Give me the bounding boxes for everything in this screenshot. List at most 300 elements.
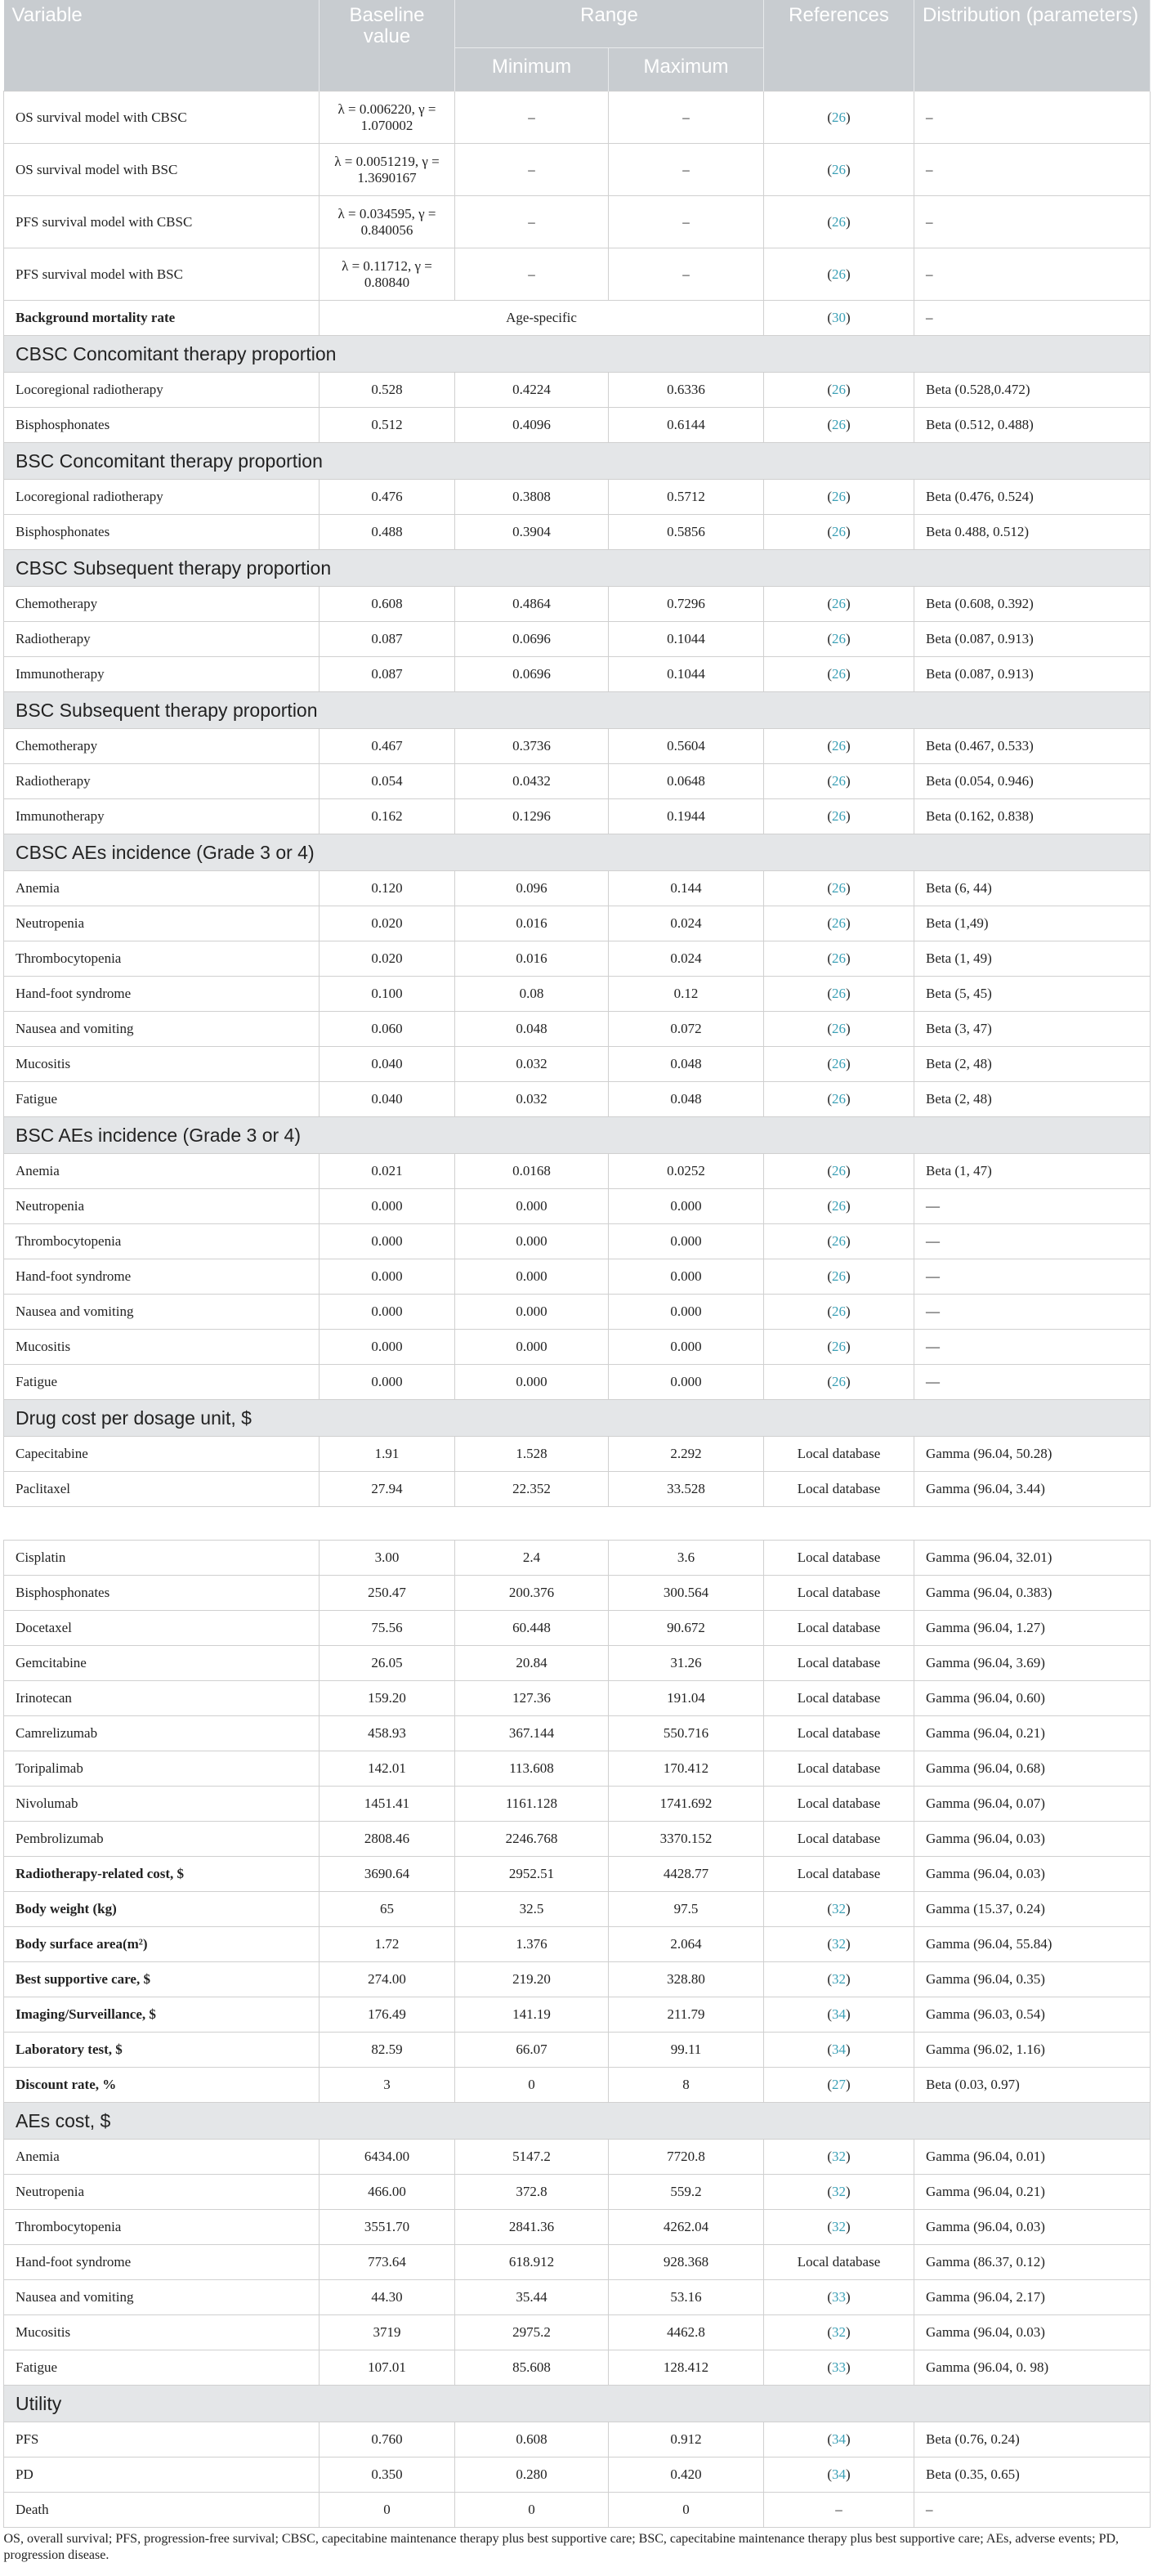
reference-link[interactable]: 30 xyxy=(832,310,847,325)
distribution-cell: Gamma (96.04, 0.03) xyxy=(914,1857,1151,1892)
distribution-cell: Beta (0.35, 0.65) xyxy=(914,2457,1151,2493)
variable-cell: Body surface area(m²) xyxy=(4,1927,320,1962)
table-row xyxy=(4,1892,1151,1927)
parameter-table xyxy=(3,0,1151,2567)
distribution-cell: Gamma (96.04, 3.69) xyxy=(914,1646,1151,1681)
section-header-row xyxy=(4,1400,1151,1437)
distribution-cell: Beta (5, 45) xyxy=(914,977,1151,1012)
maximum-cell: 3370.152 xyxy=(609,1822,764,1857)
distribution-cell: Gamma (96.04, 0.35) xyxy=(914,1962,1151,1997)
table-row xyxy=(4,1154,1151,1189)
minimum-cell: 35.44 xyxy=(455,2280,609,2315)
reference-text: Local database xyxy=(797,1620,881,1635)
minimum-cell: 367.144 xyxy=(455,1716,609,1751)
variable-cell: Gemcitabine xyxy=(4,1646,320,1681)
distribution-cell: – xyxy=(914,2493,1151,2528)
reference-cell xyxy=(764,1541,914,1576)
reference-link[interactable]: 26 xyxy=(832,266,847,282)
reference-link[interactable]: 32 xyxy=(832,1901,847,1916)
reference-link[interactable]: 34 xyxy=(832,2042,847,2057)
reference-cell: (34) xyxy=(764,2457,914,2493)
maximum-cell: 328.80 xyxy=(609,1962,764,1997)
distribution-cell: Gamma (96.02, 1.16) xyxy=(914,2033,1151,2068)
minimum-cell: 127.36 xyxy=(455,1681,609,1716)
minimum-cell: 0.608 xyxy=(455,2422,609,2457)
variable-cell: Chemotherapy xyxy=(4,729,320,764)
table-row xyxy=(4,1997,1151,2033)
reference-link[interactable]: 32 xyxy=(832,2324,847,2340)
baseline-cell: 0.488 xyxy=(320,515,455,550)
maximum-cell: 1741.692 xyxy=(609,1787,764,1822)
minimum-cell: 0.032 xyxy=(455,1047,609,1082)
reference-cell: (26) xyxy=(764,1082,914,1117)
reference-text: Local database xyxy=(797,1725,881,1741)
maximum-cell: 0.000 xyxy=(609,1330,764,1365)
distribution-cell: Gamma (15.37, 0.24) xyxy=(914,1892,1151,1927)
table-row xyxy=(4,799,1151,834)
distribution-cell: Gamma (96.04, 0.68) xyxy=(914,1751,1151,1787)
reference-cell: (33) xyxy=(764,2280,914,2315)
baseline-cell: 0.760 xyxy=(320,2422,455,2457)
table-row xyxy=(4,1751,1151,1787)
maximum-cell: – xyxy=(609,144,764,196)
baseline-cell: 0.000 xyxy=(320,1224,455,1259)
reference-cell xyxy=(764,1857,914,1892)
distribution-cell: Gamma (96.04, 3.44) xyxy=(914,1472,1151,1507)
maximum-cell: 2.292 xyxy=(609,1437,764,1472)
reference-link[interactable]: 32 xyxy=(832,1936,847,1952)
maximum-cell: 0.000 xyxy=(609,1365,764,1400)
distribution-cell: Beta (0.467, 0.533) xyxy=(914,729,1151,764)
header-references: References xyxy=(764,0,914,92)
reference-link[interactable]: 26 xyxy=(832,773,847,789)
maximum-cell: 2.064 xyxy=(609,1927,764,1962)
maximum-cell: 0.5856 xyxy=(609,515,764,550)
distribution-cell: Gamma (96.04, 2.17) xyxy=(914,2280,1151,2315)
table-row xyxy=(4,1681,1151,1716)
table-row xyxy=(4,2033,1151,2068)
maximum-cell: 0.912 xyxy=(609,2422,764,2457)
distribution-cell: Gamma (96.04, 0.383) xyxy=(914,1576,1151,1611)
parameter-table-container xyxy=(3,0,1150,2567)
variable-cell: Death xyxy=(4,2493,320,2528)
reference-link[interactable]: 26 xyxy=(832,738,847,754)
variable-cell: Camrelizumab xyxy=(4,1716,320,1751)
variable-cell: Radiotherapy xyxy=(4,622,320,657)
minimum-cell: – xyxy=(455,196,609,248)
variable-cell: Nausea and vomiting xyxy=(4,1012,320,1047)
distribution-cell: — xyxy=(914,1259,1151,1295)
variable-cell: Best supportive care, $ xyxy=(4,1962,320,1997)
footnote-row xyxy=(4,2528,1151,2568)
reference-cell: (26) xyxy=(764,764,914,799)
table-row xyxy=(4,480,1151,515)
distribution-cell: – xyxy=(914,301,1151,336)
table-row xyxy=(4,2422,1151,2457)
minimum-cell: 2246.768 xyxy=(455,1822,609,1857)
variable-cell: Immunotherapy xyxy=(4,657,320,692)
baseline-cell: 82.59 xyxy=(320,2033,455,2068)
distribution-cell: — xyxy=(914,1189,1151,1224)
reference-cell xyxy=(764,1611,914,1646)
reference-text: Local database xyxy=(797,1760,881,1776)
variable-cell: Bisphosphonates xyxy=(4,515,320,550)
maximum-cell: 928.368 xyxy=(609,2245,764,2280)
reference-cell: (34) xyxy=(764,2422,914,2457)
section-header-row xyxy=(4,834,1151,871)
reference-link[interactable]: 33 xyxy=(832,2359,847,2375)
table-row xyxy=(4,1822,1151,1857)
section-label: Utility xyxy=(4,2386,1151,2422)
distribution-cell: Beta (6, 44) xyxy=(914,871,1151,906)
reference-cell: (32) xyxy=(764,1962,914,1997)
reference-cell: (26) xyxy=(764,1259,914,1295)
minimum-cell: – xyxy=(455,144,609,196)
reference-cell: (26) xyxy=(764,1295,914,1330)
reference-cell xyxy=(764,1646,914,1681)
table-row xyxy=(4,248,1151,301)
reference-cell: (26) xyxy=(764,1330,914,1365)
minimum-cell: 0.4224 xyxy=(455,373,609,408)
reference-cell: (34) xyxy=(764,1997,914,2033)
reference-cell: (26) xyxy=(764,1189,914,1224)
baseline-cell: 0.020 xyxy=(320,906,455,941)
minimum-cell: 0.3808 xyxy=(455,480,609,515)
minimum-cell: 219.20 xyxy=(455,1962,609,1997)
variable-cell: OS survival model with CBSC xyxy=(4,92,320,144)
reference-link[interactable]: 27 xyxy=(832,2077,847,2092)
baseline-cell: 3719 xyxy=(320,2315,455,2350)
table-row xyxy=(4,1012,1151,1047)
baseline-cell: 0.020 xyxy=(320,941,455,977)
variable-cell: PFS survival model with BSC xyxy=(4,248,320,301)
variable-cell: Pembrolizumab xyxy=(4,1822,320,1857)
maximum-cell: 0.7296 xyxy=(609,587,764,622)
reference-cell: (32) xyxy=(764,2175,914,2210)
variable-cell: Neutropenia xyxy=(4,2175,320,2210)
reference-link[interactable]: 26 xyxy=(832,808,847,824)
variable-cell: Laboratory test, $ xyxy=(4,2033,320,2068)
reference-cell: (26) xyxy=(764,515,914,550)
table-row xyxy=(4,2175,1151,2210)
distribution-cell: Beta 0.488, 0.512) xyxy=(914,515,1151,550)
baseline-cell: 2808.46 xyxy=(320,1822,455,1857)
baseline-cell: 0.512 xyxy=(320,408,455,443)
distribution-cell: Beta (1, 49) xyxy=(914,941,1151,977)
reference-link[interactable]: 26 xyxy=(832,417,847,432)
distribution-cell: Gamma (96.04, 0.03) xyxy=(914,2210,1151,2245)
variable-cell: Radiotherapy xyxy=(4,764,320,799)
minimum-cell: 0.000 xyxy=(455,1259,609,1295)
reference-link[interactable]: 26 xyxy=(832,489,847,504)
minimum-cell: 0.3904 xyxy=(455,515,609,550)
table-row xyxy=(4,515,1151,550)
reference-cell: (26) xyxy=(764,248,914,301)
variable-cell: PFS survival model with CBSC xyxy=(4,196,320,248)
reference-link[interactable]: 26 xyxy=(832,1268,847,1284)
reference-link[interactable]: 34 xyxy=(832,2431,847,2447)
variable-cell: Neutropenia xyxy=(4,1189,320,1224)
reference-link[interactable]: 26 xyxy=(832,666,847,682)
minimum-cell: 0.1296 xyxy=(455,799,609,834)
maximum-cell: 0.000 xyxy=(609,1189,764,1224)
baseline-cell: 0.087 xyxy=(320,622,455,657)
maximum-cell: 97.5 xyxy=(609,1892,764,1927)
minimum-cell: 0.032 xyxy=(455,1082,609,1117)
table-row xyxy=(4,657,1151,692)
section-label: Drug cost per dosage unit, $ xyxy=(4,1400,1151,1437)
reference-link[interactable]: 26 xyxy=(832,1233,847,1249)
maximum-cell: 8 xyxy=(609,2068,764,2103)
table-row xyxy=(4,301,1151,336)
variable-cell: Fatigue xyxy=(4,1365,320,1400)
distribution-cell: Gamma (96.04, 0.03) xyxy=(914,2315,1151,2350)
variable-cell: Fatigue xyxy=(4,1082,320,1117)
distribution-cell: — xyxy=(914,1330,1151,1365)
variable-cell: Mucositis xyxy=(4,1330,320,1365)
reference-link[interactable]: 26 xyxy=(832,1304,847,1319)
table-row xyxy=(4,2315,1151,2350)
reference-link[interactable]: 26 xyxy=(832,382,847,397)
maximum-cell: 53.16 xyxy=(609,2280,764,2315)
distribution-cell: Gamma (96.04, 0.07) xyxy=(914,1787,1151,1822)
reference-link[interactable]: 26 xyxy=(832,1021,847,1036)
baseline-cell: 75.56 xyxy=(320,1611,455,1646)
reference-link[interactable]: 26 xyxy=(832,950,847,966)
reference-link[interactable]: 26 xyxy=(832,1091,847,1107)
minimum-cell: 0.08 xyxy=(455,977,609,1012)
table-row xyxy=(4,2457,1151,2493)
reference-cell: (26) xyxy=(764,1012,914,1047)
variable-cell: Locoregional radiotherapy xyxy=(4,480,320,515)
distribution-cell: Gamma (86.37, 0.12) xyxy=(914,2245,1151,2280)
reference-cell xyxy=(764,1822,914,1857)
baseline-cell: λ = 0.0051219, γ = 1.3690167 xyxy=(320,144,455,196)
section-label: CBSC Subsequent therapy proportion xyxy=(4,550,1151,587)
reference-text: Local database xyxy=(797,1550,881,1565)
minimum-cell: 22.352 xyxy=(455,1472,609,1507)
variable-cell: Docetaxel xyxy=(4,1611,320,1646)
table-row xyxy=(4,144,1151,196)
reference-link[interactable]: 26 xyxy=(832,631,847,646)
baseline-cell: 0.000 xyxy=(320,1189,455,1224)
distribution-cell: Beta (1, 47) xyxy=(914,1154,1151,1189)
baseline-cell: 26.05 xyxy=(320,1646,455,1681)
table-row xyxy=(4,2280,1151,2315)
table-row xyxy=(4,1611,1151,1646)
baseline-cell: 1.72 xyxy=(320,1927,455,1962)
section-header-row xyxy=(4,550,1151,587)
reference-text: Local database xyxy=(797,1655,881,1670)
reference-link[interactable]: 34 xyxy=(832,2466,847,2482)
maximum-cell: 0.420 xyxy=(609,2457,764,2493)
distribution-cell: Gamma (96.04, 0.60) xyxy=(914,1681,1151,1716)
maximum-cell: 0.6144 xyxy=(609,408,764,443)
baseline-cell: 44.30 xyxy=(320,2280,455,2315)
minimum-cell: 1.528 xyxy=(455,1437,609,1472)
reference-link[interactable]: 34 xyxy=(832,2006,847,2022)
baseline-cell: 0.000 xyxy=(320,1330,455,1365)
table-row xyxy=(4,977,1151,1012)
minimum-cell: 0 xyxy=(455,2493,609,2528)
distribution-cell: Beta (3, 47) xyxy=(914,1012,1151,1047)
reference-link[interactable]: 26 xyxy=(832,109,847,125)
baseline-cell: λ = 0.11712, γ = 0.80840 xyxy=(320,248,455,301)
maximum-cell: 90.672 xyxy=(609,1611,764,1646)
reference-link[interactable]: 32 xyxy=(832,2219,847,2234)
reference-link[interactable]: 32 xyxy=(832,2149,847,2164)
baseline-cell: 0.000 xyxy=(320,1295,455,1330)
reference-link[interactable]: 26 xyxy=(832,213,847,230)
minimum-cell: 0.280 xyxy=(455,2457,609,2493)
distribution-cell: Gamma (96.04, 0.21) xyxy=(914,1716,1151,1751)
table-row xyxy=(4,2210,1151,2245)
maximum-cell: 3.6 xyxy=(609,1541,764,1576)
reference-text: Local database xyxy=(797,1481,881,1496)
reference-link[interactable]: 33 xyxy=(832,2289,847,2305)
baseline-cell: 466.00 xyxy=(320,2175,455,2210)
table-row xyxy=(4,1787,1151,1822)
variable-cell: Fatigue xyxy=(4,2350,320,2386)
reference-cell: (26) xyxy=(764,144,914,196)
minimum-cell: – xyxy=(455,248,609,301)
section-label: BSC AEs incidence (Grade 3 or 4) xyxy=(4,1117,1151,1154)
minimum-cell: 2.4 xyxy=(455,1541,609,1576)
minimum-cell: 0.016 xyxy=(455,906,609,941)
table-body xyxy=(4,92,1151,2568)
reference-cell: (30) xyxy=(764,301,914,336)
reference-cell xyxy=(764,1716,914,1751)
maximum-cell: 0.12 xyxy=(609,977,764,1012)
minimum-cell: 618.912 xyxy=(455,2245,609,2280)
reference-link[interactable]: 32 xyxy=(832,2184,847,2199)
variable-cell: Imaging/Surveillance, $ xyxy=(4,1997,320,2033)
reference-text: Local database xyxy=(797,1690,881,1706)
spacer-cell xyxy=(4,1507,1151,1541)
reference-link[interactable]: 26 xyxy=(832,1198,847,1214)
maximum-cell: 0.024 xyxy=(609,906,764,941)
reference-link[interactable]: 26 xyxy=(832,524,847,539)
reference-text: Local database xyxy=(797,1831,881,1846)
section-label: CBSC AEs incidence (Grade 3 or 4) xyxy=(4,834,1151,871)
maximum-cell: 300.564 xyxy=(609,1576,764,1611)
reference-link[interactable]: 26 xyxy=(832,596,847,611)
table-row xyxy=(4,1224,1151,1259)
reference-link[interactable]: 26 xyxy=(832,986,847,1001)
reference-cell: (26) xyxy=(764,977,914,1012)
table-row xyxy=(4,2068,1151,2103)
baseline-cell: 0.608 xyxy=(320,587,455,622)
variable-cell: Mucositis xyxy=(4,2315,320,2350)
baseline-cell: 0.350 xyxy=(320,2457,455,2493)
reference-cell: (26) xyxy=(764,587,914,622)
baseline-cell: 176.49 xyxy=(320,1997,455,2033)
table-row xyxy=(4,1472,1151,1507)
distribution-cell: Beta (0.528,0.472) xyxy=(914,373,1151,408)
maximum-cell: 0.0648 xyxy=(609,764,764,799)
distribution-cell: Beta (0.608, 0.392) xyxy=(914,587,1151,622)
variable-cell: Paclitaxel xyxy=(4,1472,320,1507)
maximum-cell: 0.072 xyxy=(609,1012,764,1047)
reference-cell xyxy=(764,1576,914,1611)
distribution-cell: Gamma (96.04, 1.27) xyxy=(914,1611,1151,1646)
minimum-cell: – xyxy=(455,92,609,144)
minimum-cell: 60.448 xyxy=(455,1611,609,1646)
distribution-cell: – xyxy=(914,144,1151,196)
reference-link[interactable]: 26 xyxy=(832,1163,847,1178)
baseline-cell: 0.528 xyxy=(320,373,455,408)
variable-cell: Immunotherapy xyxy=(4,799,320,834)
table-row xyxy=(4,1962,1151,1997)
variable-cell: Body weight (kg) xyxy=(4,1892,320,1927)
reference-cell: (26) xyxy=(764,657,914,692)
header-distribution: Distribution (parameters) xyxy=(914,0,1151,92)
reference-link[interactable]: 26 xyxy=(832,1056,847,1071)
baseline-cell: λ = 0.006220, γ = 1.070002 xyxy=(320,92,455,144)
table-row xyxy=(4,2140,1151,2175)
variable-cell: Toripalimab xyxy=(4,1751,320,1787)
maximum-cell: 7720.8 xyxy=(609,2140,764,2175)
reference-cell xyxy=(764,2245,914,2280)
baseline-cell: 3690.64 xyxy=(320,1857,455,1892)
minimum-cell: 0.3736 xyxy=(455,729,609,764)
distribution-cell: Beta (0.162, 0.838) xyxy=(914,799,1151,834)
reference-cell: (26) xyxy=(764,373,914,408)
range-span-cell: Age-specific xyxy=(320,301,764,336)
minimum-cell: 0.016 xyxy=(455,941,609,977)
baseline-cell: 0.120 xyxy=(320,871,455,906)
maximum-cell: 31.26 xyxy=(609,1646,764,1681)
baseline-cell: 250.47 xyxy=(320,1576,455,1611)
reference-link[interactable]: 26 xyxy=(832,1339,847,1354)
distribution-cell: Gamma (96.04, 0. 98) xyxy=(914,2350,1151,2386)
distribution-cell: Gamma (96.04, 0.01) xyxy=(914,2140,1151,2175)
maximum-cell: – xyxy=(609,248,764,301)
baseline-cell: 107.01 xyxy=(320,2350,455,2386)
maximum-cell: 0.048 xyxy=(609,1082,764,1117)
baseline-cell: 0.467 xyxy=(320,729,455,764)
reference-link[interactable]: 26 xyxy=(832,1374,847,1389)
variable-cell: Locoregional radiotherapy xyxy=(4,373,320,408)
minimum-cell: 0 xyxy=(455,2068,609,2103)
reference-link[interactable]: 26 xyxy=(832,880,847,896)
table-row xyxy=(4,1047,1151,1082)
reference-link[interactable]: 26 xyxy=(832,915,847,931)
table-row xyxy=(4,941,1151,977)
reference-text: Local database xyxy=(797,1796,881,1811)
reference-link[interactable]: 32 xyxy=(832,1971,847,1987)
reference-cell: (32) xyxy=(764,2210,914,2245)
maximum-cell: – xyxy=(609,196,764,248)
minimum-cell: 141.19 xyxy=(455,1997,609,2033)
variable-cell: Thrombocytopenia xyxy=(4,2210,320,2245)
reference-link[interactable]: 26 xyxy=(832,161,847,177)
distribution-cell: — xyxy=(914,1365,1151,1400)
minimum-cell: 0.096 xyxy=(455,871,609,906)
baseline-cell: 0.476 xyxy=(320,480,455,515)
minimum-cell: 2841.36 xyxy=(455,2210,609,2245)
baseline-cell: 6434.00 xyxy=(320,2140,455,2175)
minimum-cell: 20.84 xyxy=(455,1646,609,1681)
minimum-cell: 0.4864 xyxy=(455,587,609,622)
maximum-cell: 4262.04 xyxy=(609,2210,764,2245)
reference-cell: (26) xyxy=(764,1365,914,1400)
distribution-cell: — xyxy=(914,1295,1151,1330)
maximum-cell: 0.048 xyxy=(609,1047,764,1082)
reference-text: Local database xyxy=(797,1866,881,1881)
baseline-cell: 0 xyxy=(320,2493,455,2528)
reference-cell xyxy=(764,1787,914,1822)
